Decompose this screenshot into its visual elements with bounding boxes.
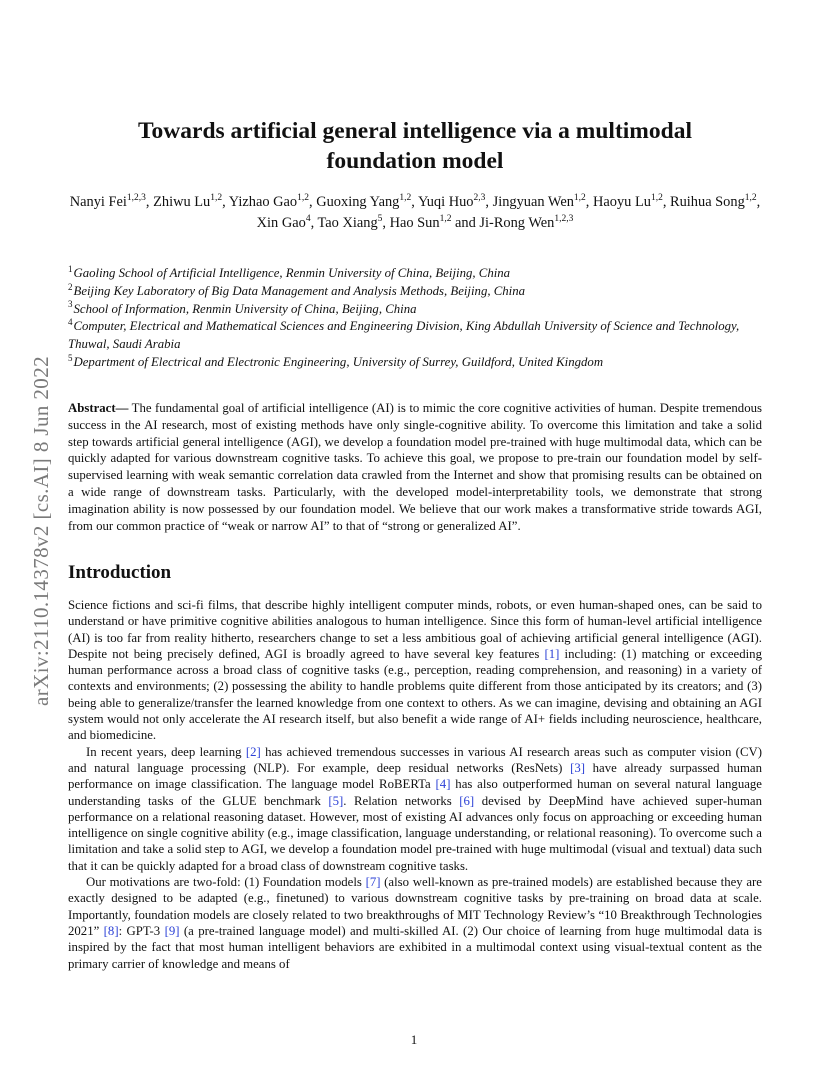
title-line-2: foundation model xyxy=(326,148,504,174)
author-affiliation-marker: 1,2 xyxy=(439,214,452,225)
author-affiliation-marker: 5 xyxy=(377,214,383,225)
affiliation-number: 1 xyxy=(68,263,73,274)
citation-link[interactable]: [5] xyxy=(328,793,344,808)
paragraph-text: (also well-known as pre-trained models) are established because they are exactly designed to be adapted (e.g., finetuned) to various downstream cognitive tasks by pre-training on broad data at scale. Importantly, foundation models are closely related to two breakthroughs of MIT Technology Review’s “10 Breakthrough Technologies 2021” xyxy=(68,875,762,938)
author-separator: , xyxy=(382,215,390,231)
author-separator: , xyxy=(756,194,761,210)
introduction-body xyxy=(68,597,762,972)
author-separator: , xyxy=(662,194,671,210)
arxiv-identifier-stamp xyxy=(18,306,62,756)
paragraph-text: devised by DeepMind have achieved super-human performance on a relational reasoning dataset. However, most of existing AI advances only focus on approaching or exceeding human intelligence on single cognitive ability (e.g., image classification, language understanding, or relational reasoning). To overcome such a limitation and take a solid step to AGI, we develop a foundation model pre-trained with huge multimodal (visual and textual) data such that it can be quickly adapted for a broad class of downstream cognitive tasks. xyxy=(68,793,762,873)
author-affiliation-marker: 1,2,3 xyxy=(554,214,574,225)
author-separator: , xyxy=(411,194,418,210)
affiliation-text: Computer, Electrical and Mathematical Sciences and Engineering Division, King Abdullah University of Science and Technology, Thuwal, Saudi Arabia xyxy=(68,319,740,352)
affiliation-text: School of Information, Renmin University of China, Beijing, China xyxy=(73,301,417,316)
author-name: Hao Sun xyxy=(389,215,440,231)
author-separator: , xyxy=(485,194,493,210)
affiliation-number: 4 xyxy=(68,317,73,328)
author-affiliation-marker: 1,2,3 xyxy=(126,193,146,204)
title-line-1: Towards artificial general intelligence via a multimodal xyxy=(138,118,692,144)
author-name: Ji-Rong Wen xyxy=(479,215,555,231)
author-name: Ruihua Song xyxy=(670,194,745,210)
citation-link[interactable]: [9] xyxy=(164,923,180,938)
body-paragraph xyxy=(68,597,762,744)
affiliation-item xyxy=(68,265,762,283)
affiliation-number: 5 xyxy=(68,352,73,363)
citation-link[interactable]: [3] xyxy=(570,760,585,775)
paragraph-text: Science fictions and sci-fi films, that describe highly intelligent computer minds, robots, or even human-shaped ones, can be said to understand or have primitive cognitive abilities analogous to human intelligence. Since this form of human-level artificial intelligence (AI) is too far from reality hitherto, researchers change to set a less ambitious goal of achieving artificial general intelligence (AGI). Despite not being precisely defined, AGI is broadly agreed to have several key features xyxy=(68,598,762,661)
author-separator: and xyxy=(451,215,480,231)
author-separator: , xyxy=(145,194,154,210)
citation-link[interactable]: [4] xyxy=(435,777,451,792)
affiliation-text: Beijing Key Laboratory of Big Data Management and Analysis Methods, Beijing, China xyxy=(73,283,526,298)
author-affiliation-marker: 2,3 xyxy=(473,193,486,204)
abstract-label: Abstract— xyxy=(68,401,129,415)
author-name: Yizhao Gao xyxy=(228,194,298,210)
body-paragraph xyxy=(68,744,762,874)
affiliation-number: 3 xyxy=(68,299,73,310)
affiliation-item xyxy=(68,283,762,301)
paragraph-text: In recent years, deep learning xyxy=(86,744,246,759)
body-paragraph xyxy=(68,874,762,972)
author-affiliation-marker: 1,2 xyxy=(297,193,310,204)
author-name: Nanyi Fei xyxy=(69,194,127,210)
paragraph-text: Our motivations are two-fold: (1) Foundation models xyxy=(86,875,366,890)
citation-link[interactable]: [2] xyxy=(245,744,261,759)
paragraph-text: has achieved tremendous successes in various AI research areas such as computer vision (CV) and natural language processing (NLP). For example, deep residual networks (ResNets) xyxy=(68,744,762,775)
paper-title xyxy=(68,116,762,176)
author-name: Jingyuan Wen xyxy=(492,194,574,210)
paragraph-text: have already surpassed human performance on image classification. The language model RoBERTa xyxy=(68,760,762,792)
section-heading-introduction: Introduction xyxy=(68,562,172,583)
affiliation-number: 2 xyxy=(68,281,73,292)
author-affiliation-marker: 1,2 xyxy=(744,193,757,204)
affiliation-item xyxy=(68,301,762,319)
citation-link[interactable]: [7] xyxy=(365,875,381,890)
author-affiliation-marker: 4 xyxy=(305,214,311,225)
author-name: Tao Xiang xyxy=(317,215,378,231)
author-list xyxy=(68,192,762,234)
author-separator: , xyxy=(310,215,318,231)
affiliation-text: Department of Electrical and Electronic Engineering, University of Surrey, Guildford, United Kingdom xyxy=(73,354,604,369)
author-separator: , xyxy=(222,194,229,210)
author-name: Haoyu Lu xyxy=(592,194,651,210)
author-affiliation-marker: 1,2 xyxy=(399,193,412,204)
abstract-text: The fundamental goal of artificial intelligence (AI) is to mimic the core cognitive activities of human. Despite tremendous success in the AI research, most of existing methods have only single-cognitive ability. To overcome this limitation and take a solid step towards artificial general intelligence (AGI), we develop a foundation model pre-trained with huge multimodal data, which can be quickly adapted for various downstream cognitive tasks. To achieve this goal, we propose to pre-train our foundation model by self-supervised learning with weak semantic correlation data crawled from the Internet and show that promising results can be obtained on a wide range of downstream tasks. Particularly, with the developed model-interpretability tools, we demonstrate that strong imagination ability is now possessed by our foundation model. We believe that our work makes a transformative stride towards AGI, from our common practice of “weak or narrow AI” to that of “strong or generalized AI”. xyxy=(68,401,762,533)
paragraph-text: including: (1) matching or exceeding human performance across a broad class of cognitive tasks (e.g., perception, reading comprehension, and reasoning) in a variety of contexts and environments; (2) possessing the ability to handle problems quite different from those anticipated by its creators; and (3) being able to generalize/transfer the learned knowledge from one context to others. As we can imagine, devising and obtaining an AGI system would not only accelerate the AI research itself, but also benefit a wide range of AI+ fields including neuroscience, healthcare, and biomedicine. xyxy=(68,646,762,743)
author-name: Xin Gao xyxy=(256,215,306,231)
citation-link[interactable]: [8] xyxy=(103,923,119,938)
arxiv-stamp-svg xyxy=(18,306,62,756)
affiliation-list xyxy=(68,265,762,372)
author-name: Guoxing Yang xyxy=(316,194,400,210)
author-separator: , xyxy=(585,194,593,210)
citation-link[interactable]: [6] xyxy=(459,793,475,808)
paragraph-text: (a pre-trained language model) and multi-skilled AI. (2) Our choice of learning from huge multimodal data is inspired by the fact that most human intelligent behaviors are exhibited in a multimodal context using visual-textual content as the primary carrier of knowledge and means of xyxy=(68,923,762,971)
arxiv-id-text: arXiv:2110.14378v2 [cs.AI] 8 Jun 2022 xyxy=(29,356,53,706)
page-number: 1 xyxy=(410,1032,418,1047)
paragraph-text: . Relation networks xyxy=(343,793,460,808)
author-affiliation-marker: 1,2 xyxy=(573,193,586,204)
author-separator: , xyxy=(309,194,317,210)
author-name: Yuqi Huo xyxy=(417,194,474,210)
author-name: Zhiwu Lu xyxy=(153,194,211,210)
affiliation-text: Gaoling School of Artificial Intelligence, Renmin University of China, Beijing, China xyxy=(73,266,511,280)
abstract xyxy=(68,400,762,534)
citation-link[interactable]: [1] xyxy=(544,646,560,661)
paragraph-text: has also outperformed human on several natural language understanding tasks of the GLUE benchmark xyxy=(68,777,762,808)
affiliation-item xyxy=(68,354,762,372)
author-affiliation-marker: 1,2 xyxy=(210,193,223,204)
author-affiliation-marker: 1,2 xyxy=(650,193,663,204)
paragraph-text: : GPT-3 xyxy=(118,923,165,938)
affiliation-item xyxy=(68,318,762,354)
